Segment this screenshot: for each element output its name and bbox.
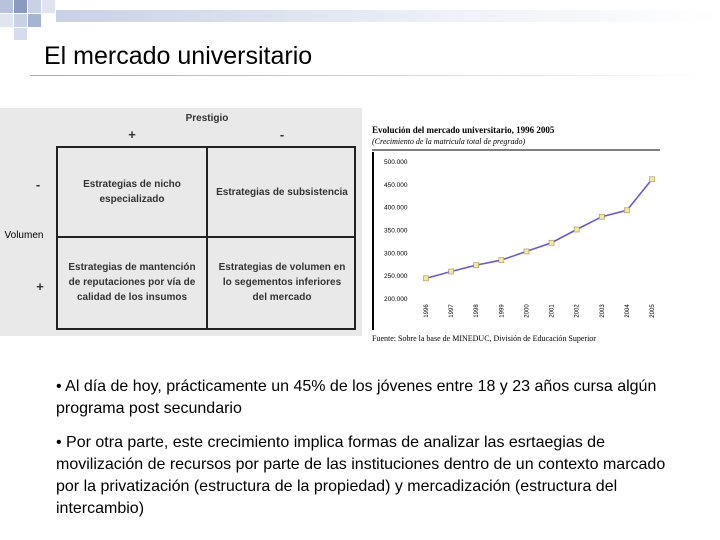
- volumen-plus: +: [36, 279, 44, 294]
- x-tick-label: 2005: [650, 304, 656, 318]
- x-tick-label: 2000: [524, 304, 531, 318]
- data-point: [650, 177, 655, 182]
- x-tick-label: 1996: [424, 304, 430, 318]
- x-tick-label: 1997: [449, 304, 456, 318]
- decorative-squares: [0, 0, 720, 40]
- x-tick-label: 1998: [474, 304, 481, 318]
- slide-title: El mercado universitario: [44, 42, 313, 70]
- bullet-1: • Al día de hoy, prácticamente un 45% de los jóvenes entre 18 y 23 años cursa algún programa post secundario: [56, 378, 657, 417]
- data-point: [449, 269, 454, 274]
- volumen-minus: -: [35, 177, 41, 192]
- chart-source: Fuente: Sobre la base de MINEDUC, División de Educación Superior: [372, 334, 596, 343]
- cell-top-right-text: Estrategias de subsistencia: [216, 186, 348, 198]
- prestigio-minus: -: [279, 127, 285, 142]
- chart-left-border: [372, 152, 374, 330]
- cell-top-right: [208, 148, 356, 236]
- chart-svg: [364, 115, 664, 347]
- cell-top-left-text: Estrategias de nicho especializado: [83, 179, 181, 205]
- y-tick-label: 200.000: [384, 296, 408, 303]
- bullet-2: • Por otra parte, este crecimiento implica formas de analizar las esrtaegias de movilización de recursos por parte de las instituciones dentro de un contexto marcado por la privatización (estructura de la propiedad) y mercadización (estructura del intercambio): [56, 434, 666, 517]
- chart-subtitle: (Crecimiento de la matricula total de pregrado): [372, 137, 526, 146]
- cell-bottom-left: [58, 238, 206, 326]
- x-tick-label: 2002: [574, 304, 581, 318]
- cell-bottom-left-text: Estrategias de mantención de reputaciones por vía de calidad de los insumos: [68, 261, 196, 303]
- data-point: [599, 214, 604, 219]
- prestigio-plus: +: [128, 127, 136, 142]
- y-tick-label: 350.000: [384, 227, 408, 235]
- data-point: [549, 240, 554, 245]
- matrix-grid: [56, 146, 356, 330]
- title-rule: [30, 75, 720, 76]
- data-point: [524, 249, 529, 254]
- cell-bottom-right: [208, 238, 356, 326]
- prestigio-label: Prestigio: [185, 113, 229, 124]
- plot-area: [384, 159, 656, 318]
- y-tick-label: 450.000: [384, 181, 408, 189]
- y-tick-label: 500.000: [384, 159, 408, 166]
- y-tick-label: 250.000: [384, 273, 408, 281]
- data-point: [574, 227, 579, 232]
- volumen-label: Volumen: [4, 230, 44, 241]
- strategy-matrix: [0, 108, 362, 336]
- x-tick-label: 2004: [624, 304, 631, 318]
- data-point: [499, 258, 504, 263]
- y-tick-label: 400.000: [384, 204, 408, 212]
- chart-title: Evolución del mercado universitario, 1996 2005: [372, 125, 555, 135]
- x-tick-label: 2003: [599, 304, 606, 318]
- data-point: [624, 208, 629, 213]
- x-tick-label: 2001: [549, 304, 556, 318]
- series-line: [426, 179, 652, 278]
- enrollment-chart: [364, 115, 664, 347]
- y-tick-label: 300.000: [384, 250, 408, 258]
- data-point: [474, 263, 479, 268]
- cell-top-left: [58, 148, 206, 236]
- x-tick-label: 1999: [499, 304, 506, 318]
- data-point: [424, 276, 429, 281]
- cell-bottom-right-text: Estrategias de volumen en lo segementos inferiores del mercado: [218, 261, 346, 303]
